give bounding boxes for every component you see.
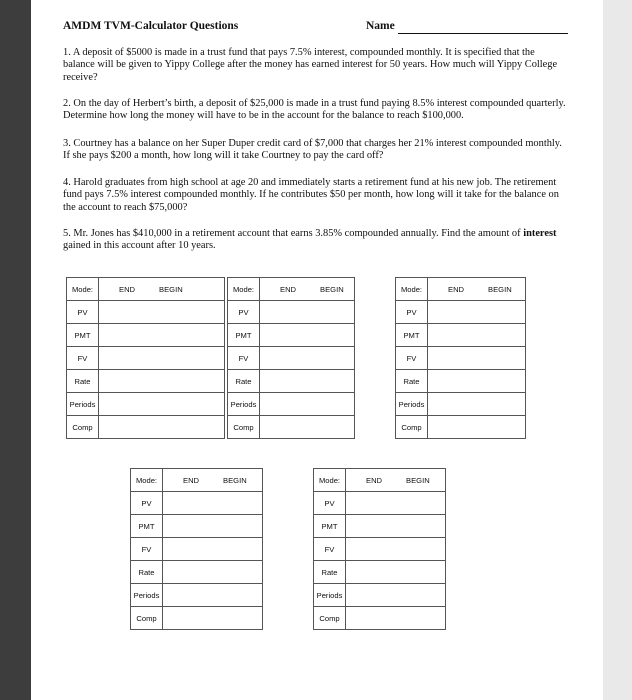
question-5 xyxy=(63,228,568,253)
grid-row-periods xyxy=(67,393,225,416)
grid-row-fv xyxy=(67,347,225,370)
grid-row-pv xyxy=(228,301,355,324)
grid-row-fv xyxy=(228,347,355,370)
grid-label-rate: Rate xyxy=(131,561,163,584)
grid-row-comp xyxy=(67,416,225,439)
grid-input-periods[interactable] xyxy=(163,584,263,607)
grid-input-pv[interactable] xyxy=(346,492,446,515)
grid-input-rate[interactable] xyxy=(346,561,446,584)
mode-begin-option[interactable]: BEGIN xyxy=(406,475,430,485)
tvm-grid-3 xyxy=(395,277,526,439)
grid-row-pmt xyxy=(67,324,225,347)
grid-input-comp[interactable] xyxy=(163,607,263,630)
grid-mode-options[interactable] xyxy=(428,278,526,301)
grid-mode-row xyxy=(396,278,526,301)
grid-mode-row xyxy=(67,278,225,301)
grid-row-periods xyxy=(131,584,263,607)
grid-label-periods: Periods xyxy=(131,584,163,607)
grid-input-fv[interactable] xyxy=(260,347,355,370)
question-text: gained in this account after 10 years. xyxy=(63,240,216,252)
grid-input-periods[interactable] xyxy=(260,393,355,416)
grid-input-fv[interactable] xyxy=(163,538,263,561)
mode-end-option[interactable]: END xyxy=(366,475,383,485)
question-number: 3. xyxy=(63,138,71,149)
question-number: 5. xyxy=(63,228,71,239)
grid-row-rate xyxy=(314,561,446,584)
grid-label-comp: Comp xyxy=(396,416,428,439)
grid-mode-row xyxy=(131,469,263,492)
question-number: 4. xyxy=(63,177,71,188)
mode-begin-option[interactable]: BEGIN xyxy=(488,284,512,294)
name-blank-line xyxy=(398,33,568,34)
grid-input-fv[interactable] xyxy=(346,538,446,561)
grid-label-comp: Comp xyxy=(131,607,163,630)
grid-label-rate: Rate xyxy=(67,370,99,393)
grid-row-fv xyxy=(396,347,526,370)
tvm-grid-4 xyxy=(130,468,263,630)
grid-row-rate xyxy=(131,561,263,584)
grid-input-pv[interactable] xyxy=(428,301,526,324)
grid-label-rate: Rate xyxy=(228,370,260,393)
question-number: 1. xyxy=(63,47,71,58)
question-text: Courtney has a balance on her Super Duper credit card of $7,000 that charges her 21% interest compounded monthly. If she pays $200 a month, how long will it take Courtney to pay the card off? xyxy=(63,138,562,162)
tvm-grid-5 xyxy=(313,468,446,630)
grid-label-fv: FV xyxy=(228,347,260,370)
grid-input-periods[interactable] xyxy=(428,393,526,416)
question-text: A deposit of $5000 is made in a trust fund that pays 7.5% interest, compounded monthly. It is specified that the balance will be given to Yippy College after the money has earned interest for 50 years. How much will Yippy College receive? xyxy=(63,47,558,83)
grid-row-comp xyxy=(228,416,355,439)
tvm-grid-2 xyxy=(227,277,355,439)
worksheet-title: AMDM TVM-Calculator Questions xyxy=(63,20,239,32)
mode-end-option[interactable]: END xyxy=(448,284,465,294)
grid-label-pv: PV xyxy=(396,301,428,324)
grid-label-periods: Periods xyxy=(396,393,428,416)
grid-input-rate[interactable] xyxy=(428,370,526,393)
grid-label-pv: PV xyxy=(314,492,346,515)
grid-label-fv: FV xyxy=(314,538,346,561)
grid-row-pmt xyxy=(131,515,263,538)
grid-row-comp xyxy=(131,607,263,630)
grid-row-pv xyxy=(396,301,526,324)
grid-mode-row xyxy=(314,469,446,492)
grid-label-mode: Mode: xyxy=(131,469,163,492)
grid-input-fv[interactable] xyxy=(99,347,225,370)
page-edge xyxy=(603,0,632,700)
grid-row-periods xyxy=(228,393,355,416)
mode-begin-option[interactable]: BEGIN xyxy=(320,284,344,294)
question-1 xyxy=(63,47,568,84)
grid-label-fv: FV xyxy=(67,347,99,370)
grid-label-mode: Mode: xyxy=(314,469,346,492)
grid-row-pmt xyxy=(314,515,446,538)
grid-label-fv: FV xyxy=(396,347,428,370)
mode-end-option[interactable]: END xyxy=(280,284,297,294)
grid-row-pv xyxy=(67,301,225,324)
grid-label-pv: PV xyxy=(67,301,99,324)
question-4 xyxy=(63,177,568,214)
grid-row-pv xyxy=(131,492,263,515)
grid-input-fv[interactable] xyxy=(428,347,526,370)
question-number: 2. xyxy=(63,98,71,109)
grid-label-comp: Comp xyxy=(228,416,260,439)
grid-input-pv[interactable] xyxy=(260,301,355,324)
grid-row-pmt xyxy=(396,324,526,347)
grid-input-rate[interactable] xyxy=(260,370,355,393)
name-label: Name xyxy=(366,20,395,32)
grid-label-periods: Periods xyxy=(228,393,260,416)
grid-input-periods[interactable] xyxy=(99,393,225,416)
tvm-grid-1 xyxy=(66,277,225,439)
mode-begin-option[interactable]: BEGIN xyxy=(223,475,247,485)
grid-input-pmt[interactable] xyxy=(428,324,526,347)
grid-row-rate xyxy=(228,370,355,393)
mode-begin-option[interactable]: BEGIN xyxy=(159,284,183,294)
question-text: Harold graduates from high school at age 20 and immediately starts a retirement fund at his new job. The retirement fund pays 7.5% interest compounded monthly. If he contributes $50 per month, how long will it take for the balance on the account to reach $75,000? xyxy=(63,177,559,213)
grid-row-comp xyxy=(314,607,446,630)
grid-label-rate: Rate xyxy=(314,561,346,584)
grid-input-periods[interactable] xyxy=(346,584,446,607)
grid-row-fv xyxy=(131,538,263,561)
grid-input-comp[interactable] xyxy=(260,416,355,439)
grid-label-periods: Periods xyxy=(314,584,346,607)
grid-label-rate: Rate xyxy=(396,370,428,393)
mode-end-option[interactable]: END xyxy=(119,284,136,294)
grid-label-comp: Comp xyxy=(67,416,99,439)
grid-input-rate[interactable] xyxy=(99,370,225,393)
grid-row-pv xyxy=(314,492,446,515)
grid-mode-row xyxy=(228,278,355,301)
grid-mode-options[interactable] xyxy=(99,278,225,301)
grid-input-pv[interactable] xyxy=(163,492,263,515)
grid-row-pmt xyxy=(228,324,355,347)
grid-row-comp xyxy=(396,416,526,439)
grid-row-rate xyxy=(396,370,526,393)
grid-input-rate[interactable] xyxy=(163,561,263,584)
grid-row-fv xyxy=(314,538,446,561)
grid-label-pv: PV xyxy=(131,492,163,515)
grid-row-periods xyxy=(396,393,526,416)
grid-input-pmt[interactable] xyxy=(346,515,446,538)
grid-label-pmt: PMT xyxy=(67,324,99,347)
grid-input-comp[interactable] xyxy=(428,416,526,439)
grid-input-pmt[interactable] xyxy=(99,324,225,347)
grid-label-pmt: PMT xyxy=(228,324,260,347)
grid-label-pmt: PMT xyxy=(131,515,163,538)
grid-label-periods: Periods xyxy=(67,393,99,416)
grid-label-mode: Mode: xyxy=(228,278,260,301)
grid-label-comp: Comp xyxy=(314,607,346,630)
question-text: Mr. Jones has $410,000 in a retirement account that earns 3.85% compounded annually. Find the amount of xyxy=(73,228,524,239)
grid-input-pmt[interactable] xyxy=(260,324,355,347)
grid-input-comp[interactable] xyxy=(346,607,446,630)
grid-label-pv: PV xyxy=(228,301,260,324)
grid-label-mode: Mode: xyxy=(67,278,99,301)
grid-input-comp[interactable] xyxy=(99,416,225,439)
question-text: On the day of Herbert’s birth, a deposit of $25,000 is made in a trust fund paying 8.5% interest compounded quarterly. Determine how long the money will have to be in the account for the balance to reach $100,000. xyxy=(63,98,566,122)
mode-end-option[interactable]: END xyxy=(183,475,200,485)
grid-mode-options[interactable] xyxy=(346,469,446,492)
grid-input-pmt[interactable] xyxy=(163,515,263,538)
grid-row-rate xyxy=(67,370,225,393)
grid-label-fv: FV xyxy=(131,538,163,561)
grid-mode-options[interactable] xyxy=(163,469,263,492)
grid-label-pmt: PMT xyxy=(314,515,346,538)
question-text-bold: interest xyxy=(523,228,557,239)
question-3 xyxy=(63,138,568,163)
question-2 xyxy=(63,98,568,123)
grid-input-pv[interactable] xyxy=(99,301,225,324)
grid-mode-options[interactable] xyxy=(260,278,355,301)
grid-row-periods xyxy=(314,584,446,607)
grid-label-mode: Mode: xyxy=(396,278,428,301)
grid-label-pmt: PMT xyxy=(396,324,428,347)
